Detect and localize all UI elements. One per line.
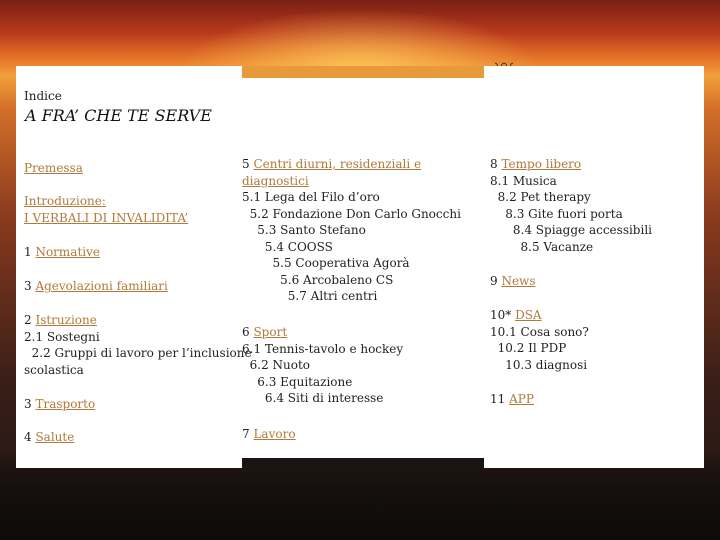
toc-number: 4 xyxy=(24,430,36,444)
toc-number: 7 xyxy=(242,427,254,441)
toc-subitem: 5.3 Santo Stefano xyxy=(242,223,366,237)
toc-subitem: 10.3 diagnosi xyxy=(490,357,588,372)
link-trasporto[interactable]: Trasporto xyxy=(35,397,96,411)
link-dsa[interactable]: DSA xyxy=(515,308,542,322)
toc-number: 2 xyxy=(24,313,36,327)
toc-number: 1 xyxy=(24,245,36,259)
toc-sport xyxy=(242,324,403,407)
link-salute[interactable]: Salute xyxy=(35,430,75,444)
panel-divider-top xyxy=(242,66,484,78)
toc-app xyxy=(490,391,534,408)
link-sport[interactable]: Sport xyxy=(253,325,288,339)
toc-subitem: 5.4 COOSS xyxy=(242,239,333,254)
toc-istruzione xyxy=(24,312,252,378)
toc-normative xyxy=(24,244,100,261)
toc-lavoro xyxy=(242,426,296,443)
toc-subitem: 6.3 Equitazione xyxy=(242,374,353,389)
toc-number: 3 xyxy=(24,279,36,293)
toc-subitem: 6.4 Siti di interesse xyxy=(242,391,384,405)
toc-salute xyxy=(24,429,74,446)
toc-subitem: 10.1 Cosa sono? xyxy=(490,324,589,339)
toc-introduzione xyxy=(24,193,188,226)
toc-premessa xyxy=(24,160,83,177)
link-centri-diurni[interactable]: Centri diurni, residenziali e xyxy=(253,157,422,171)
toc-subitem: 6.1 Tennis-tavolo e hockey xyxy=(242,341,404,356)
link-tempo-libero[interactable]: Tempo libero xyxy=(501,157,582,171)
link-app[interactable]: APP xyxy=(509,392,534,406)
page-title: A FRA’ CHE TE SERVE xyxy=(25,106,212,125)
toc-subitem: 8.5 Vacanze xyxy=(490,239,594,254)
toc-subitem: 10.2 Il PDP xyxy=(490,341,567,355)
toc-subitem: 6.2 Nuoto xyxy=(242,358,311,372)
index-label: Indice xyxy=(24,89,62,103)
toc-subitem: 2.1 Sostegni xyxy=(24,329,100,344)
toc-number: 9 xyxy=(490,274,502,288)
toc-trasporto xyxy=(24,396,95,413)
link-centri-diagnostici[interactable]: diagnostici xyxy=(242,173,309,188)
panel-divider-bottom xyxy=(242,458,484,470)
toc-subitem: 8.3 Gite fuori porta xyxy=(490,206,623,221)
toc-dsa xyxy=(490,307,589,373)
toc-subitem: 8.4 Spiagge accessibili xyxy=(490,223,653,237)
toc-subitem: 5.6 Arcobaleno CS xyxy=(242,272,394,287)
toc-news xyxy=(490,273,535,290)
toc-subitem: 8.2 Pet therapy xyxy=(490,190,591,204)
toc-subitem: 5.5 Cooperativa Agorà xyxy=(242,256,410,270)
link-agevolazioni-familiari[interactable]: Agevolazioni familiari xyxy=(35,279,168,293)
toc-subitem: scolastica xyxy=(24,362,84,377)
toc-number: 8 xyxy=(490,157,502,171)
toc-number: 5 xyxy=(242,157,254,171)
link-istruzione[interactable]: Istruzione xyxy=(35,313,97,327)
link-lavoro[interactable]: Lavoro xyxy=(253,427,296,441)
toc-tempo-libero xyxy=(490,156,652,255)
link-normative[interactable]: Normative xyxy=(35,245,100,259)
toc-subitem: 8.1 Musica xyxy=(490,173,557,188)
toc-number: 11 xyxy=(490,392,510,406)
toc-subitem: 5.2 Fondazione Don Carlo Gnocchi xyxy=(242,206,461,221)
toc-agevolazioni xyxy=(24,278,168,295)
link-introduzione[interactable]: Introduzione: xyxy=(24,194,106,208)
toc-number: 3 xyxy=(24,397,36,411)
toc-centri xyxy=(242,156,461,305)
toc-subitem: 5.1 Lega del Filo d’oro xyxy=(242,190,380,204)
link-premessa[interactable]: Premessa xyxy=(24,161,83,175)
toc-subitem: 5.7 Altri centri xyxy=(242,289,378,303)
link-news[interactable]: News xyxy=(501,274,536,288)
toc-number: 10* xyxy=(490,308,516,322)
toc-number: 6 xyxy=(242,325,254,339)
toc-subitem: 2.2 Gruppi di lavoro per l’inclusione xyxy=(24,346,252,360)
link-verbali-invalidita[interactable]: I VERBALI DI INVALIDITA’ xyxy=(24,210,189,225)
